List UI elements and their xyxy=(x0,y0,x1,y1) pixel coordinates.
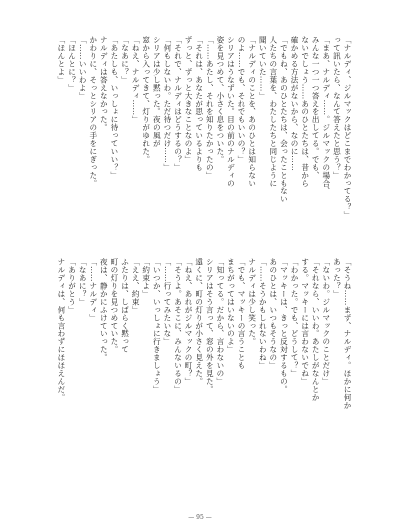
text-column: ふたりは、しばらく黙って xyxy=(120,258,130,354)
text-column: 「知ってる。だから、言わないの」 xyxy=(215,258,225,386)
text-column: みんな一つ一つ答えを出してる。でも、 xyxy=(311,36,321,180)
text-column: 「わかった。でも、どうして？」 xyxy=(290,258,300,378)
text-column: 「いつか、いっしょに行きましょう」 xyxy=(152,258,162,394)
text-column: って訊いたら、なんて答えたと思う？」 xyxy=(332,36,342,180)
text-column: 「……いいわよ」 xyxy=(78,36,88,100)
text-column: あのひとは、いつもそうなの」 xyxy=(268,258,278,370)
text-column: 「ないわ。ジルマックのことだけ」 xyxy=(321,258,331,386)
text-column: 「マッキーは、きっと反対するもの。 xyxy=(279,258,289,394)
text-column: 人たちの言葉を、わたしたちと同じように xyxy=(268,36,278,188)
text-column: 町の灯りを見つめていた。 xyxy=(109,258,119,354)
text-column: 「何もしないわ。ただ待つだけ……」 xyxy=(162,36,172,172)
text-column: 「それで、ナルディはどうするの？」 xyxy=(173,36,183,172)
text-column: 「約束よ」 xyxy=(141,258,151,298)
text-column: シリアは少し黙った。夜の風が xyxy=(152,36,162,148)
text-block-top xyxy=(56,36,352,244)
page-number: — 95 — xyxy=(188,514,212,521)
text-column: 窓から入ってきて、灯りがゆれた。 xyxy=(141,36,151,164)
text-column: シリアはそう言って、窓の外を見た。 xyxy=(205,258,215,394)
text-column: 「……ナルディ」 xyxy=(88,258,98,322)
text-column: 「……そうかもしれないわね」 xyxy=(258,258,268,370)
text-block-bottom xyxy=(56,258,352,508)
text-column: 「ありがとう」 xyxy=(67,258,77,314)
text-column: ずっと、ずっと大きなことなのよ」 xyxy=(184,36,194,164)
text-column: ナルディは少し笑った。 xyxy=(247,258,257,346)
text-column: 「なあに？」 xyxy=(78,258,88,306)
text-column: 「でもね、あのひとたちは、会ったこともない xyxy=(279,36,289,203)
text-column: 確かめる方法がないから、なのに…… xyxy=(290,36,300,172)
text-column: 聞いていた……」 xyxy=(258,36,268,100)
text-column: 夜は、静かにふけていった。 xyxy=(99,258,109,362)
text-column: 「でも、マッキーの言うことも xyxy=(237,258,247,370)
text-column: 「ねえ、あれがジルマックの町？」 xyxy=(184,258,194,386)
text-column: 「あたしも、いっしょに待っていい？」 xyxy=(109,36,119,180)
text-column: 「それは、あなたが思っているよりも xyxy=(194,36,204,172)
text-column: 「ナルディ、ジルマックはどこまでわかってる？」 xyxy=(343,36,352,219)
text-column: 姿を見つめて、小さく息をついた。 xyxy=(215,36,225,164)
text-column: 「まあ、ナルディ……。ジルマックの場合、 xyxy=(321,36,331,195)
text-column: シリアはうなずいた。目の前のナルディの xyxy=(226,36,236,188)
text-column: あった？」 xyxy=(332,258,342,298)
text-column: 「そうよ。あそこに、みんないるの」 xyxy=(173,258,183,394)
text-column: 「なあに？」 xyxy=(120,36,130,84)
text-column: 「……あたし、それを知りたかったの」 xyxy=(205,36,215,180)
text-column: のよ……でも、それでもいいの？」 xyxy=(237,36,247,164)
text-column: 「ええ、約束」 xyxy=(131,258,141,314)
text-column: ないでしょう……あのひとたちは、昔から xyxy=(300,36,310,188)
text-column: 「ナルディのことを、あのひとは知らない xyxy=(247,36,257,188)
text-column: ナルディは、何も言わずにほほえんだ。 xyxy=(56,258,66,402)
text-column: 「ほんとに？」 xyxy=(67,36,77,92)
text-column: する。マッキーには言わないでね」 xyxy=(300,258,310,386)
text-column: 遠くに、町の灯りが小さく見えた。 xyxy=(194,258,204,386)
text-column: ナルディは答えなかった。 xyxy=(99,36,109,132)
text-column: まちがってはいないのよ」 xyxy=(226,258,236,354)
text-column: 「ほんとよ」 xyxy=(56,36,66,84)
text-column: 「それなら、いいわ。あたしがなんとか xyxy=(311,258,321,402)
text-column: 「……行ってみたいな」 xyxy=(162,258,172,346)
text-column: かわりに、そっとシリアの手をにぎった。 xyxy=(88,36,98,188)
text-column: 「ねえ、ナルディ……」 xyxy=(131,36,141,124)
text-column: 「そうね……まず、ナルディ。ほかに何か xyxy=(343,258,352,410)
